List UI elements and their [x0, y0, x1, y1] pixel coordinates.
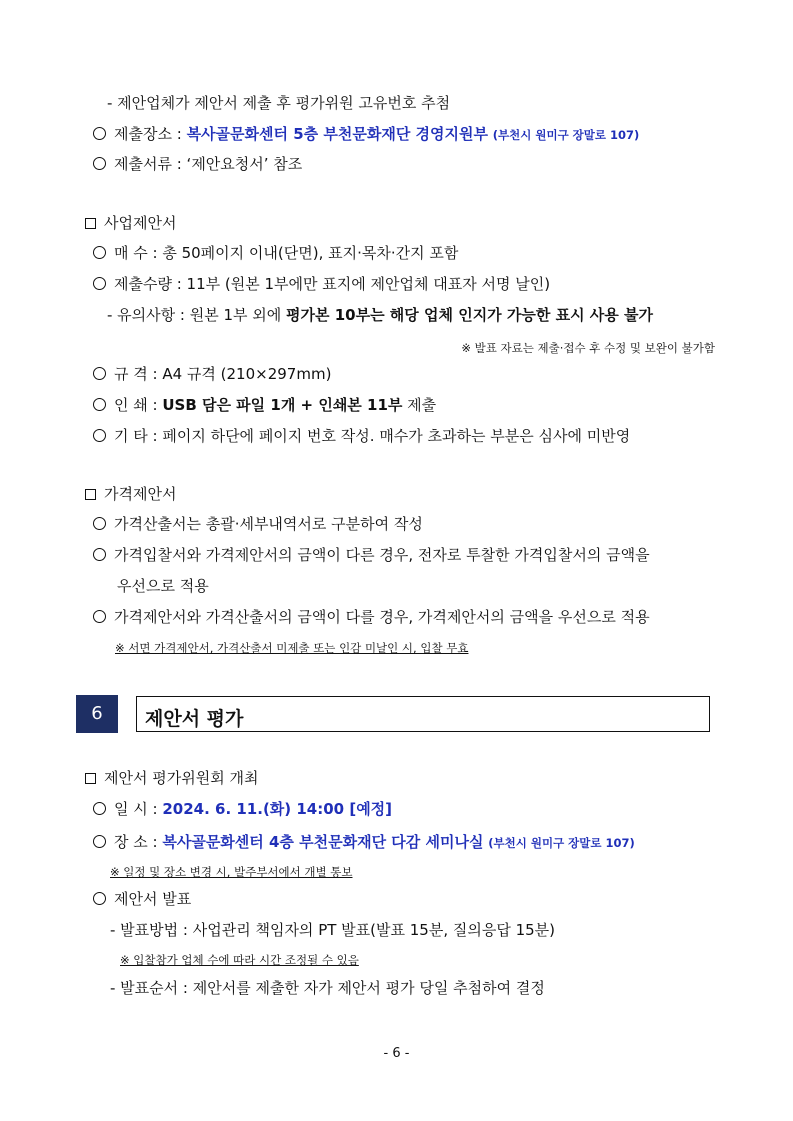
address: (부천시 원미구 장말로 107) — [488, 836, 635, 850]
text: 가격제안서와 가격산출서의 금액이 다를 경우, 가격제안서의 금액을 우선으로 적용 — [114, 608, 650, 626]
header-text: 가격제안서 — [104, 485, 177, 503]
list-subitem: - 발표방법 : 사업관리 책임자의 PT 발표(발표 15분, 질의응답 15분) — [110, 921, 556, 939]
list-item — [93, 274, 550, 294]
circle-bullet-icon — [93, 835, 106, 848]
list-item — [93, 545, 650, 565]
page-number: - 6 - — [383, 1046, 410, 1061]
circle-bullet-icon — [93, 517, 106, 530]
list-item — [93, 364, 331, 384]
text: 제출서류 : ‘제안요청서’ 참조 — [114, 155, 303, 173]
note: ※ 서면 가격제안서, 가격산출서 미제출 또는 인감 미날인 시, 입찰 무효 — [115, 641, 469, 655]
list-item — [93, 243, 458, 263]
text: 인 쇄 : — [114, 396, 163, 414]
circle-bullet-icon — [93, 398, 106, 411]
header-text: 제안서 평가위원회 개최 — [104, 769, 259, 787]
text: 제출 — [402, 396, 437, 414]
text: 제출수량 : 11부 (원본 1부에만 표지에 제안업체 대표자 서명 날인) — [114, 275, 551, 293]
label: 제출장소 : — [114, 125, 187, 143]
circle-bullet-icon — [93, 548, 106, 561]
date-value: 2024. 6. 11.(화) 14:00 [예정] — [162, 800, 393, 818]
submission-place-line — [93, 124, 639, 145]
note: ※ 일정 및 장소 변경 시, 발주부서에서 개별 통보 — [110, 865, 353, 879]
note: ※ 발표 자료는 제출·접수 후 수정 및 보완이 불가함 — [461, 341, 715, 355]
address: (부천시 원미구 장말로 107) — [492, 128, 640, 142]
print-emphasis: USB 담은 파일 1개 + 인쇄본 11부 — [162, 396, 403, 414]
caution-emphasis: 평가본 10부는 해당 업체 인지가 가능한 표시 사용 불가 — [286, 306, 653, 324]
list-item — [93, 889, 191, 909]
list-item-continuation: 우선으로 적용 — [117, 577, 209, 595]
circle-bullet-icon — [93, 892, 106, 905]
caution-line — [107, 305, 653, 325]
text: 가격입찰서와 가격제안서의 금액이 다른 경우, 전자로 투찰한 가격입찰서의 금액을 — [114, 546, 650, 564]
circle-bullet-icon — [93, 802, 106, 815]
place-value: 복사골문화센터 4층 부천문화재단 다감 세미나실 — [162, 833, 484, 851]
list-item — [93, 426, 630, 446]
text: 규 격 : A4 규격 (210×297mm) — [114, 365, 332, 383]
section-header-proposal — [85, 213, 176, 233]
text: 기 타 : 페이지 하단에 페이지 번호 작성. 매수가 초과하는 부분은 심사에 미반영 — [114, 427, 631, 445]
section-number: 6 — [76, 695, 118, 733]
text: 장 소 : — [114, 833, 163, 851]
circle-bullet-icon — [93, 429, 106, 442]
square-bullet-icon — [85, 773, 96, 784]
section-header-price — [85, 484, 176, 504]
list-subitem: - 발표순서 : 제안서를 제출한 자가 제안서 평가 당일 추첨하여 결정 — [110, 979, 545, 997]
body-line: - 제안업체가 제안서 제출 후 평가위원 고유번호 추첨 — [107, 94, 451, 112]
list-item — [93, 514, 423, 534]
list-item — [93, 607, 650, 627]
square-bullet-icon — [85, 489, 96, 500]
list-item — [93, 395, 436, 415]
submission-docs-line — [93, 154, 302, 174]
submission-place: 복사골문화센터 5층 부천문화재단 경영지원부 — [186, 125, 488, 143]
circle-bullet-icon — [93, 277, 106, 290]
square-bullet-icon — [85, 218, 96, 229]
section-title: 제안서 평가 — [145, 708, 244, 730]
circle-bullet-icon — [93, 157, 106, 170]
list-item — [93, 799, 392, 819]
text: 매 수 : 총 50페이지 이내(단면), 표지·목차·간지 포함 — [114, 244, 459, 262]
text: 가격산출서는 총괄·세부내역서로 구분하여 작성 — [114, 515, 423, 533]
text: 제안서 발표 — [114, 890, 192, 908]
text: - 유의사항 : 원본 1부 외에 — [107, 306, 287, 324]
note: ※ 입찰참가 업체 수에 따라 시간 조정될 수 있음 — [120, 953, 359, 967]
circle-bullet-icon — [93, 246, 106, 259]
circle-bullet-icon — [93, 367, 106, 380]
circle-bullet-icon — [93, 127, 106, 140]
list-item — [93, 832, 635, 853]
text: 일 시 : — [114, 800, 163, 818]
header-text: 사업제안서 — [104, 214, 177, 232]
section-header-evaluation — [85, 768, 258, 788]
circle-bullet-icon — [93, 610, 106, 623]
section-title-box — [136, 696, 710, 732]
